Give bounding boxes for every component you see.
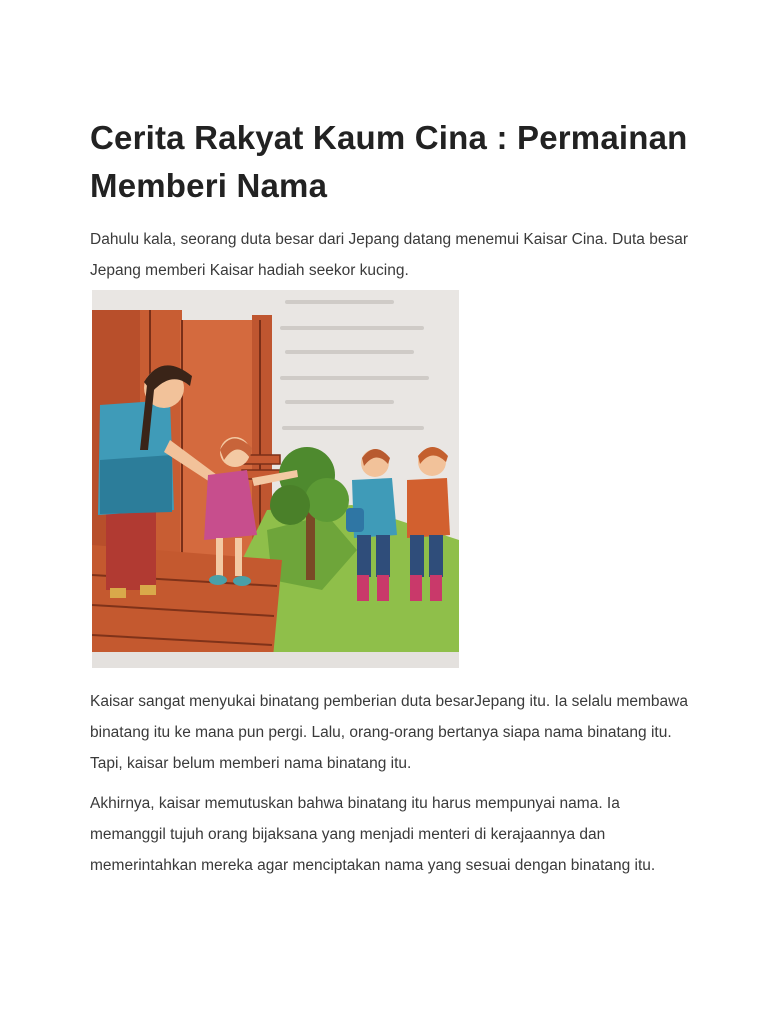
paragraph-kaisar: Kaisar sangat menyukai binatang pemberian duta besarJepang itu. Ia selalu membawa binatang itu ke mana pun pergi. Lalu, orang-orang bertanya siapa nama binatang itu. Tapi, kaisar belum memberi nama binatang itu. <box>90 693 688 772</box>
paragraph-intro: Dahulu kala, seorang duta besar dari Jepang datang menemui Kaisar Cina. Duta besar Jepang memberi Kaisar hadiah seekor kucing. <box>90 231 688 279</box>
paragraph-akhirnya: Akhirnya, kaisar memutuskan bahwa binatang itu harus mempunyai nama. Ia memanggil tujuh orang bijaksana yang menjadi menteri di kerajaannya dan memerintahkan mereka agar menciptakan nama yang sesuai dengan binatang itu. <box>90 795 656 874</box>
article-title: Cerita Rakyat Kaum Cina : Permainan Memberi Nama <box>90 119 688 204</box>
story-illustration <box>92 290 459 668</box>
